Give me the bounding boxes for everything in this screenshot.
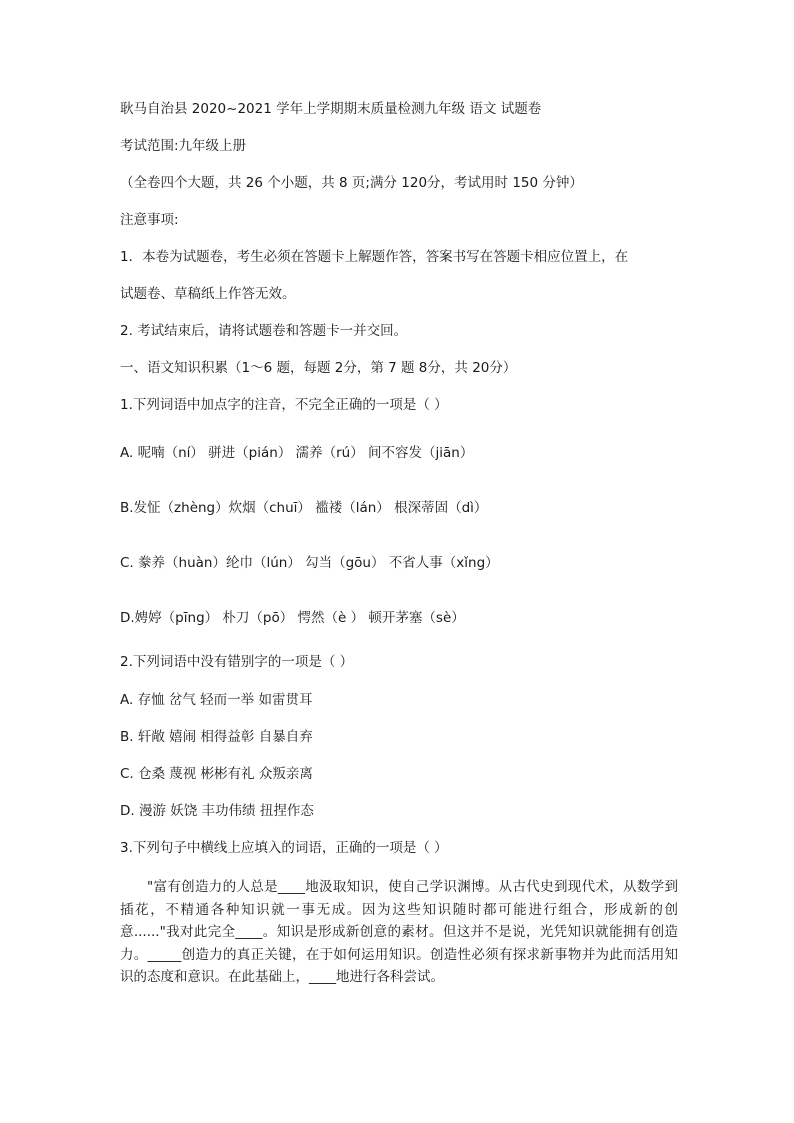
question-1-option-b: B.发怔（zhèng）炊烟（chuī） 褴褛（lán） 根深蒂固（dì） [120,500,488,516]
notice-item-1b: 试题卷、草稿纸上作答无效。 [120,286,296,302]
question-1-option-a: A. 呢喃（ní） 骈进（pián） 濡养（rú） 间不容发（jiān） [120,445,474,461]
question-1-option-d: D.娉婷（pīng） 朴刀（pō） 愕然（è ） 顿开茅塞（sè） [120,610,465,626]
question-2-stem: 2.下列词语中没有错别字的一项是（ ） [120,654,354,670]
question-2-option-a: A. 存恤 岔气 轻而一举 如雷贯耳 [120,692,313,708]
question-3-stem: 3.下列句子中横线上应填入的词语，正确的一项是（ ） [120,840,448,856]
question-3-passage: "富有创造力的人总是____地汲取知识，使自己学识渊博。从古代史到现代术，从数学到插花，不精通各种知识就一事无成。因为这些知识随时都可能进行组合，形成新的创意......"我对此完全____。知识是形成新创意的素材。但这并不是说，光凭知识就能拥有创造力。_____创造力的真正关键，在于如何运用知识。创造性必须有探求新事物并为此而活用知识的态度和意识。在此基础上，____地进行各科尝试。 [120,879,678,985]
exam-info: （全卷四个大题，共 26 个小题，共 8 页;满分 120分，考试用时 150 分钟） [120,175,583,191]
question-2-option-b: B. 轩敞 嬉闹 相得益彰 自暴自弃 [120,729,313,745]
notice-heading: 注意事项: [120,212,179,228]
question-1-option-c: C. 豢养（huàn）纶巾（lún） 勾当（gōu） 不省人事（xǐng） [120,555,499,571]
question-2-option-c: C. 仓桑 蔑视 彬彬有礼 众叛亲离 [120,766,313,782]
notice-item-1a: 1．本卷为试题卷，考生必须在答题卡上解题作答，答案书写在答题卡相应位置上，在 [120,249,629,265]
notice-item-2: 2. 考试结束后，请将试题卷和答题卡一并交回。 [120,323,408,339]
exam-title: 耿马自治县 2020~2021 学年上学期期末质量检测九年级 语文 试题卷 [120,101,542,117]
question-1-stem: 1.下列词语中加点字的注音，不完全正确的一项是（ ） [120,397,448,413]
exam-scope: 考试范围:九年级上册 [120,138,247,154]
section-heading-1: 一、语文知识积累（1～6 题，每题 2分，第 7 题 8分，共 20分） [120,360,517,376]
question-2-option-d: D. 漫游 妖饶 丰功伟绩 扭捏作态 [120,803,314,819]
